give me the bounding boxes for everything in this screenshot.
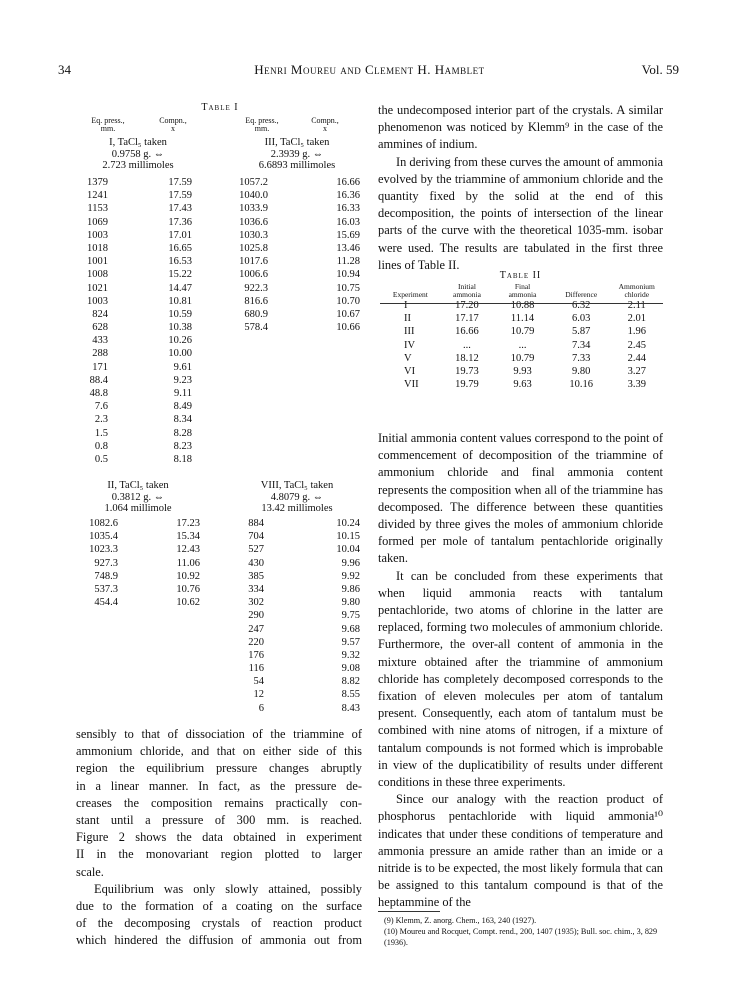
pressure-cell: 0.5 bbox=[94, 453, 108, 465]
composition-cell: 9.75 bbox=[341, 610, 360, 622]
table-row bbox=[60, 413, 192, 426]
pressure-cell: 704 bbox=[248, 531, 264, 543]
left-lines-1 bbox=[76, 726, 362, 864]
table-row bbox=[226, 530, 360, 543]
pressure-cell: 1023.3 bbox=[89, 544, 118, 556]
table-row bbox=[226, 229, 360, 242]
pressure-cell: 1057.2 bbox=[239, 177, 268, 188]
pressure-cell: 816.6 bbox=[244, 295, 268, 307]
table-row bbox=[380, 312, 663, 325]
composition-cell: 9.68 bbox=[341, 623, 360, 635]
composition-cell: 10.92 bbox=[176, 570, 200, 582]
text-line: Figure 2 shows the data obtained in experiment bbox=[76, 830, 362, 845]
value-cell: 7.34 bbox=[572, 339, 591, 351]
pressure-cell: 433 bbox=[92, 335, 108, 347]
table2-header-row bbox=[380, 283, 663, 299]
composition-cell: 8.34 bbox=[173, 414, 192, 426]
composition-cell: 9.96 bbox=[341, 557, 360, 569]
composition-cell: 9.57 bbox=[341, 636, 360, 648]
table-row bbox=[60, 387, 192, 400]
table-row bbox=[60, 282, 192, 295]
pressure-cell: 220 bbox=[248, 636, 264, 648]
table-row bbox=[226, 255, 360, 268]
table-row bbox=[226, 596, 360, 609]
value-cell: 7.33 bbox=[572, 352, 591, 364]
pressure-cell: 171 bbox=[92, 361, 108, 373]
pressure-cell: 6 bbox=[258, 702, 264, 714]
composition-cell: 8.18 bbox=[173, 453, 192, 465]
table-row bbox=[60, 216, 192, 229]
value-cell: 17.20 bbox=[455, 300, 479, 312]
composition-cell: 10.81 bbox=[168, 295, 192, 307]
composition-cell: 9.23 bbox=[173, 374, 192, 386]
table-row bbox=[226, 570, 360, 583]
footnote-10: (10) Moureu and Rocquet, Compt. rend., 200, 1407 (1935); Bull. soc. chim., 3, 829 (1936). bbox=[384, 927, 658, 947]
th-experiment: Experiment bbox=[392, 290, 428, 299]
table-row bbox=[60, 374, 192, 387]
composition-cell: 10.59 bbox=[168, 308, 192, 320]
th-ammonium: Ammonium chloride bbox=[618, 282, 655, 299]
pressure-cell: 302 bbox=[248, 597, 264, 609]
pressure-cell: 7.6 bbox=[94, 401, 108, 413]
table-row bbox=[60, 530, 200, 543]
composition-cell: 9.08 bbox=[341, 663, 360, 675]
pressure-cell: 927.3 bbox=[94, 557, 118, 569]
composition-cell: 10.67 bbox=[336, 308, 360, 320]
table-row bbox=[60, 543, 200, 556]
table-row bbox=[60, 596, 200, 609]
value-cell: ... bbox=[463, 339, 471, 351]
footnote-9: (9) Klemm, Z. anorg. Chem., 163, 240 (1927). bbox=[384, 916, 537, 925]
table-row bbox=[60, 517, 200, 530]
pressure-cell: 247 bbox=[248, 623, 264, 635]
table-row bbox=[380, 325, 663, 338]
value-cell: 9.63 bbox=[513, 379, 532, 391]
value-cell: 17.17 bbox=[455, 313, 479, 325]
table-row bbox=[226, 543, 360, 556]
pressure-cell: 334 bbox=[248, 583, 264, 595]
composition-cell: 17.59 bbox=[168, 190, 192, 202]
table-row bbox=[60, 268, 192, 281]
composition-cell: 9.11 bbox=[174, 388, 192, 399]
experiment-cell: V bbox=[404, 352, 412, 364]
text-line: creases the composition remains practically con- bbox=[76, 795, 362, 810]
pressure-cell: 12 bbox=[253, 689, 264, 701]
composition-cell: 8.43 bbox=[341, 702, 360, 714]
pressure-cell: 176 bbox=[248, 649, 264, 661]
table-row bbox=[226, 308, 360, 321]
right-intro-text bbox=[378, 102, 663, 274]
composition-cell: 16.53 bbox=[168, 256, 192, 268]
table-row bbox=[60, 453, 192, 466]
composition-cell: 11.06 bbox=[176, 557, 200, 569]
value-cell: 10.79 bbox=[510, 326, 535, 338]
pressure-cell: 748.9 bbox=[94, 570, 118, 582]
value-cell: 16.66 bbox=[455, 326, 479, 338]
pressure-cell: 1036.6 bbox=[239, 216, 268, 228]
value-cell: 6.32 bbox=[572, 300, 591, 312]
composition-cell: 10.00 bbox=[168, 348, 192, 360]
value-cell: 2.44 bbox=[627, 352, 646, 364]
value-cell: 6.03 bbox=[572, 313, 591, 325]
pressure-cell: 385 bbox=[248, 570, 264, 582]
pressure-cell: 2.3 bbox=[94, 414, 108, 426]
table-row bbox=[380, 352, 663, 365]
table-row bbox=[226, 702, 360, 715]
pressure-cell: 1069 bbox=[87, 216, 108, 228]
experiment-cell: II bbox=[404, 313, 411, 325]
value-cell: 10.16 bbox=[569, 379, 594, 391]
table-row bbox=[60, 440, 192, 453]
value-cell: 11.14 bbox=[510, 313, 535, 325]
table-row bbox=[226, 662, 360, 675]
table-row bbox=[380, 365, 663, 378]
text-line: region the equilibrium pressure changes abruptly bbox=[76, 761, 362, 776]
pressure-cell: 1003 bbox=[87, 229, 108, 241]
text-line: Equilibrium was only slowly attained, possibly bbox=[94, 881, 362, 896]
table-row bbox=[60, 347, 192, 360]
pressure-cell: 88.4 bbox=[89, 374, 108, 386]
col-press-header: Eq. press., mm. bbox=[245, 116, 279, 133]
table-row bbox=[226, 675, 360, 688]
composition-cell: 10.94 bbox=[336, 269, 360, 281]
pressure-cell: 1030.3 bbox=[239, 229, 268, 241]
table-row bbox=[380, 378, 663, 391]
table2-caption: Table II bbox=[499, 270, 542, 281]
footnote-rule bbox=[378, 911, 440, 912]
table2 bbox=[380, 283, 663, 391]
value-cell: 2.01 bbox=[627, 313, 646, 325]
pressure-cell: 680.9 bbox=[244, 308, 268, 320]
paragraph-continuation: the undecomposed interior part of the crystals. A similar phenomenon was noticed by Klemm⁹ in the case of the ammines of indium. bbox=[378, 103, 663, 152]
table2-body bbox=[380, 299, 663, 391]
value-cell: 2.11 bbox=[627, 300, 646, 312]
col-compn-header: Compn., x bbox=[311, 116, 339, 133]
table-row bbox=[226, 268, 360, 281]
table-row bbox=[60, 202, 192, 215]
experiment-cell: VI bbox=[404, 366, 416, 378]
table-row bbox=[60, 400, 192, 413]
composition-cell: 17.23 bbox=[176, 518, 200, 529]
composition-cell: 10.75 bbox=[336, 282, 360, 294]
table-row bbox=[226, 202, 360, 215]
composition-cell: 17.01 bbox=[168, 229, 192, 241]
pressure-cell: 0.8 bbox=[94, 440, 108, 452]
text-line: in a linear manner. In fact, as the pressure de- bbox=[76, 778, 362, 793]
pressure-cell: 1153 bbox=[87, 203, 108, 215]
table-row bbox=[60, 255, 192, 268]
pressure-cell: 54 bbox=[253, 676, 264, 688]
value-cell: 19.79 bbox=[455, 379, 479, 391]
composition-cell: 16.03 bbox=[336, 216, 360, 228]
table-row bbox=[60, 570, 200, 583]
composition-cell: 17.36 bbox=[168, 216, 192, 228]
pressure-cell: 1.5 bbox=[94, 427, 108, 439]
col-press-header: Eq. press., mm. bbox=[91, 116, 125, 133]
table1-caption: Table I bbox=[201, 102, 239, 113]
table-row bbox=[226, 517, 360, 530]
composition-cell: 9.92 bbox=[341, 570, 360, 582]
pressure-cell: 922.3 bbox=[244, 282, 268, 294]
th-difference: Difference bbox=[565, 290, 598, 299]
pressure-cell: 1003 bbox=[87, 295, 108, 307]
composition-cell: 8.28 bbox=[173, 427, 192, 439]
table-row bbox=[226, 623, 360, 636]
composition-cell: 10.24 bbox=[336, 518, 360, 529]
composition-cell: 9.32 bbox=[341, 649, 360, 661]
experiment-cell: I bbox=[404, 300, 408, 312]
composition-cell: 10.70 bbox=[336, 295, 360, 307]
composition-cell: 9.61 bbox=[173, 361, 192, 373]
experiment-cell: IV bbox=[404, 339, 416, 351]
pressure-cell: 116 bbox=[248, 663, 264, 675]
value-cell: 19.73 bbox=[455, 366, 479, 378]
table-row bbox=[380, 299, 663, 312]
run1-rows bbox=[60, 176, 192, 466]
pressure-cell: 1001 bbox=[87, 256, 108, 268]
composition-cell: 16.33 bbox=[336, 203, 360, 215]
th-final: Final ammonia bbox=[508, 282, 537, 299]
table-row bbox=[60, 583, 200, 596]
text-line: ammonium chloride, and that on either side of this bbox=[76, 744, 362, 759]
right-body-text bbox=[378, 430, 663, 912]
left-last-line: scale. bbox=[76, 864, 104, 879]
table-row bbox=[226, 583, 360, 596]
paragraph-analogy: Since our analogy with the reaction product of phosphorus pentachloride with liquid ammonia¹⁰ indicates that under these conditions of temperature and ammonia pressure an amide rather than an imide or a nitride is to be expected, the most likely formula that can be assigned to this tantalum compound is that of the heptammine of the bbox=[378, 792, 663, 910]
value-cell: 1.96 bbox=[627, 326, 646, 338]
composition-cell: 10.66 bbox=[336, 322, 360, 334]
composition-cell: 12.43 bbox=[176, 544, 200, 556]
run1-header: I, TaCl₅ taken 0.9758 g. ⇔ 2.723 millimoles bbox=[102, 137, 174, 171]
composition-cell: 10.76 bbox=[176, 583, 200, 595]
value-cell: 18.12 bbox=[455, 352, 479, 364]
pressure-cell: 1018 bbox=[87, 242, 108, 254]
table-row bbox=[60, 557, 200, 570]
table-row bbox=[226, 649, 360, 662]
th-initial: Initial ammonia bbox=[453, 282, 481, 299]
composition-cell: 14.47 bbox=[168, 282, 192, 294]
pressure-cell: 1040.0 bbox=[239, 190, 268, 202]
value-cell: 9.93 bbox=[513, 366, 532, 378]
pressure-cell: 1033.9 bbox=[239, 203, 268, 215]
experiment-cell: VII bbox=[404, 379, 419, 391]
table-row bbox=[226, 295, 360, 308]
value-cell: 2.45 bbox=[627, 339, 646, 351]
composition-cell: 16.65 bbox=[168, 242, 192, 254]
table-row bbox=[60, 321, 192, 334]
run8-header: VIII, TaCl₅ taken 4.8079 g. ⇔ 13.42 millimoles bbox=[260, 480, 334, 514]
pressure-cell: 537.3 bbox=[94, 583, 118, 595]
composition-cell: 9.80 bbox=[341, 597, 360, 609]
col-compn-header: Compn., x bbox=[159, 116, 187, 133]
experiment-cell: III bbox=[404, 326, 415, 338]
run2-rows bbox=[60, 517, 200, 609]
run2-header: II, TaCl₅ taken 0.3812 g. ⇔ 1.064 millimole bbox=[104, 480, 172, 514]
composition-cell: 8.49 bbox=[173, 401, 192, 413]
running-title: Henri Moureu and Clement H. Hamblet bbox=[254, 62, 485, 77]
pressure-cell: 1025.8 bbox=[239, 242, 268, 254]
pressure-cell: 527 bbox=[248, 544, 264, 556]
table-row bbox=[226, 688, 360, 701]
footnotes bbox=[384, 915, 664, 948]
value-cell: 3.27 bbox=[627, 366, 646, 378]
paragraph-initial-content: Initial ammonia content values correspond to the point of commencement of decomposition of the triammine of ammonium chloride and final ammonia content represents the composition when all of the triammine has decomposed. The difference between these quantities divided by three gives the moles of ammonium chloride formed per mole of tantalum pentachloride originally taken. bbox=[378, 431, 663, 566]
composition-cell: 15.34 bbox=[176, 531, 200, 543]
composition-cell: 11.28 bbox=[336, 256, 360, 268]
value-cell: 10.88 bbox=[510, 300, 535, 312]
pressure-cell: 1241 bbox=[87, 190, 108, 202]
pressure-cell: 628 bbox=[92, 322, 108, 334]
paragraph-deriving: In deriving from these curves the amount of ammonia evolved by the triammine of ammonium chloride and the quantity fixed by the solid at the end of this decomposition, the points of intersection of the linear parts of the curve with the theoretical 1035-mm. isobar were used. The results are tabulated in the first three lines of Table II. bbox=[378, 154, 664, 272]
text-line: of the decomposing crystals of reaction product bbox=[76, 916, 362, 931]
table-row bbox=[226, 321, 360, 334]
table-row bbox=[60, 308, 192, 321]
table-row bbox=[60, 295, 192, 308]
pressure-cell: 290 bbox=[248, 610, 264, 622]
pressure-cell: 824 bbox=[92, 308, 108, 320]
table2-rule bbox=[380, 303, 663, 304]
value-cell: 9.80 bbox=[572, 366, 591, 378]
run8-rows bbox=[226, 517, 360, 715]
table-row bbox=[60, 189, 192, 202]
text-line: II in the monovariant region plotted to larger bbox=[76, 847, 362, 862]
table-row bbox=[226, 282, 360, 295]
value-cell: 10.79 bbox=[510, 352, 535, 364]
page-number: 34 bbox=[58, 62, 71, 77]
pressure-cell: 48.8 bbox=[89, 388, 108, 399]
run3-rows bbox=[226, 176, 360, 334]
table-row bbox=[60, 229, 192, 242]
composition-cell: 8.23 bbox=[173, 440, 192, 452]
pressure-cell: 1008 bbox=[87, 269, 108, 281]
table-row bbox=[226, 557, 360, 570]
pressure-cell: 1082.6 bbox=[89, 518, 118, 529]
left-lines-2 bbox=[76, 881, 362, 950]
value-cell: 5.87 bbox=[572, 326, 591, 338]
table-row bbox=[226, 216, 360, 229]
table-row bbox=[60, 242, 192, 255]
composition-cell: 9.86 bbox=[341, 583, 360, 595]
pressure-cell: 1379 bbox=[87, 177, 108, 188]
value-cell: ... bbox=[518, 339, 527, 351]
table-row bbox=[60, 176, 192, 189]
table-row bbox=[60, 361, 192, 374]
run3-header: III, TaCl₅ taken 2.3939 g. ⇔ 6.6893 millimoles bbox=[258, 137, 336, 171]
table-row bbox=[226, 609, 360, 622]
composition-cell: 10.38 bbox=[168, 322, 192, 334]
pressure-cell: 884 bbox=[248, 518, 264, 529]
text-line: stant until a pressure of 300 mm. is reached. bbox=[76, 813, 362, 828]
paragraph-concluded: It can be concluded from these experiments that when liquid ammonia reacts with tantalum pentachloride, two atoms of chlorine in the latter are replaced, forming two molecules of ammonium chloride. Furthermore, the over-all content of ammonia in the mixture obtained after the triammine of ammonium chloride has completely decomposed corresponds to the fixation of eleven molecules per atom of tantalum present. Consequently, each atom of tantalum must be combined with nine atoms of nitrogen, if a mixture of tantalum compounds is not formed which is improbable in view of the duplicatibility of results under different conditions in these three experiments. bbox=[378, 568, 663, 790]
composition-cell: 10.04 bbox=[336, 544, 360, 556]
pressure-cell: 288 bbox=[92, 348, 108, 360]
table-row bbox=[60, 427, 192, 440]
pressure-cell: 1017.6 bbox=[239, 256, 268, 268]
composition-cell: 10.62 bbox=[176, 597, 200, 609]
composition-cell: 8.55 bbox=[341, 689, 360, 701]
pressure-cell: 454.4 bbox=[94, 597, 118, 609]
composition-cell: 10.15 bbox=[336, 531, 360, 543]
composition-cell: 17.59 bbox=[168, 177, 192, 188]
pressure-cell: 1021 bbox=[87, 282, 108, 294]
text-line: due to the formation of a coating on the surface bbox=[76, 899, 362, 914]
composition-cell: 16.36 bbox=[336, 190, 360, 202]
text-line: sensibly to that of dissociation of the triammine of bbox=[76, 727, 362, 741]
table-row bbox=[226, 189, 360, 202]
composition-cell: 15.22 bbox=[168, 269, 192, 281]
pressure-cell: 1035.4 bbox=[89, 531, 118, 543]
table-row bbox=[226, 636, 360, 649]
table-row bbox=[380, 339, 663, 352]
table-row bbox=[226, 242, 360, 255]
composition-cell: 8.82 bbox=[341, 676, 360, 688]
pressure-cell: 1006.6 bbox=[239, 269, 268, 281]
composition-cell: 17.43 bbox=[168, 203, 192, 215]
left-body-text bbox=[76, 726, 362, 950]
pressure-cell: 430 bbox=[248, 557, 264, 569]
table-row bbox=[226, 176, 360, 189]
composition-cell: 15.69 bbox=[336, 229, 360, 241]
composition-cell: 13.46 bbox=[336, 242, 360, 254]
composition-cell: 10.26 bbox=[168, 335, 192, 347]
pressure-cell: 578.4 bbox=[244, 322, 268, 334]
value-cell: 3.39 bbox=[627, 379, 646, 391]
text-line: which hindered the diffusion of ammonia out from bbox=[76, 933, 362, 948]
volume-label: Vol. 59 bbox=[641, 62, 679, 77]
table-row bbox=[60, 334, 192, 347]
composition-cell: 16.66 bbox=[336, 177, 360, 188]
